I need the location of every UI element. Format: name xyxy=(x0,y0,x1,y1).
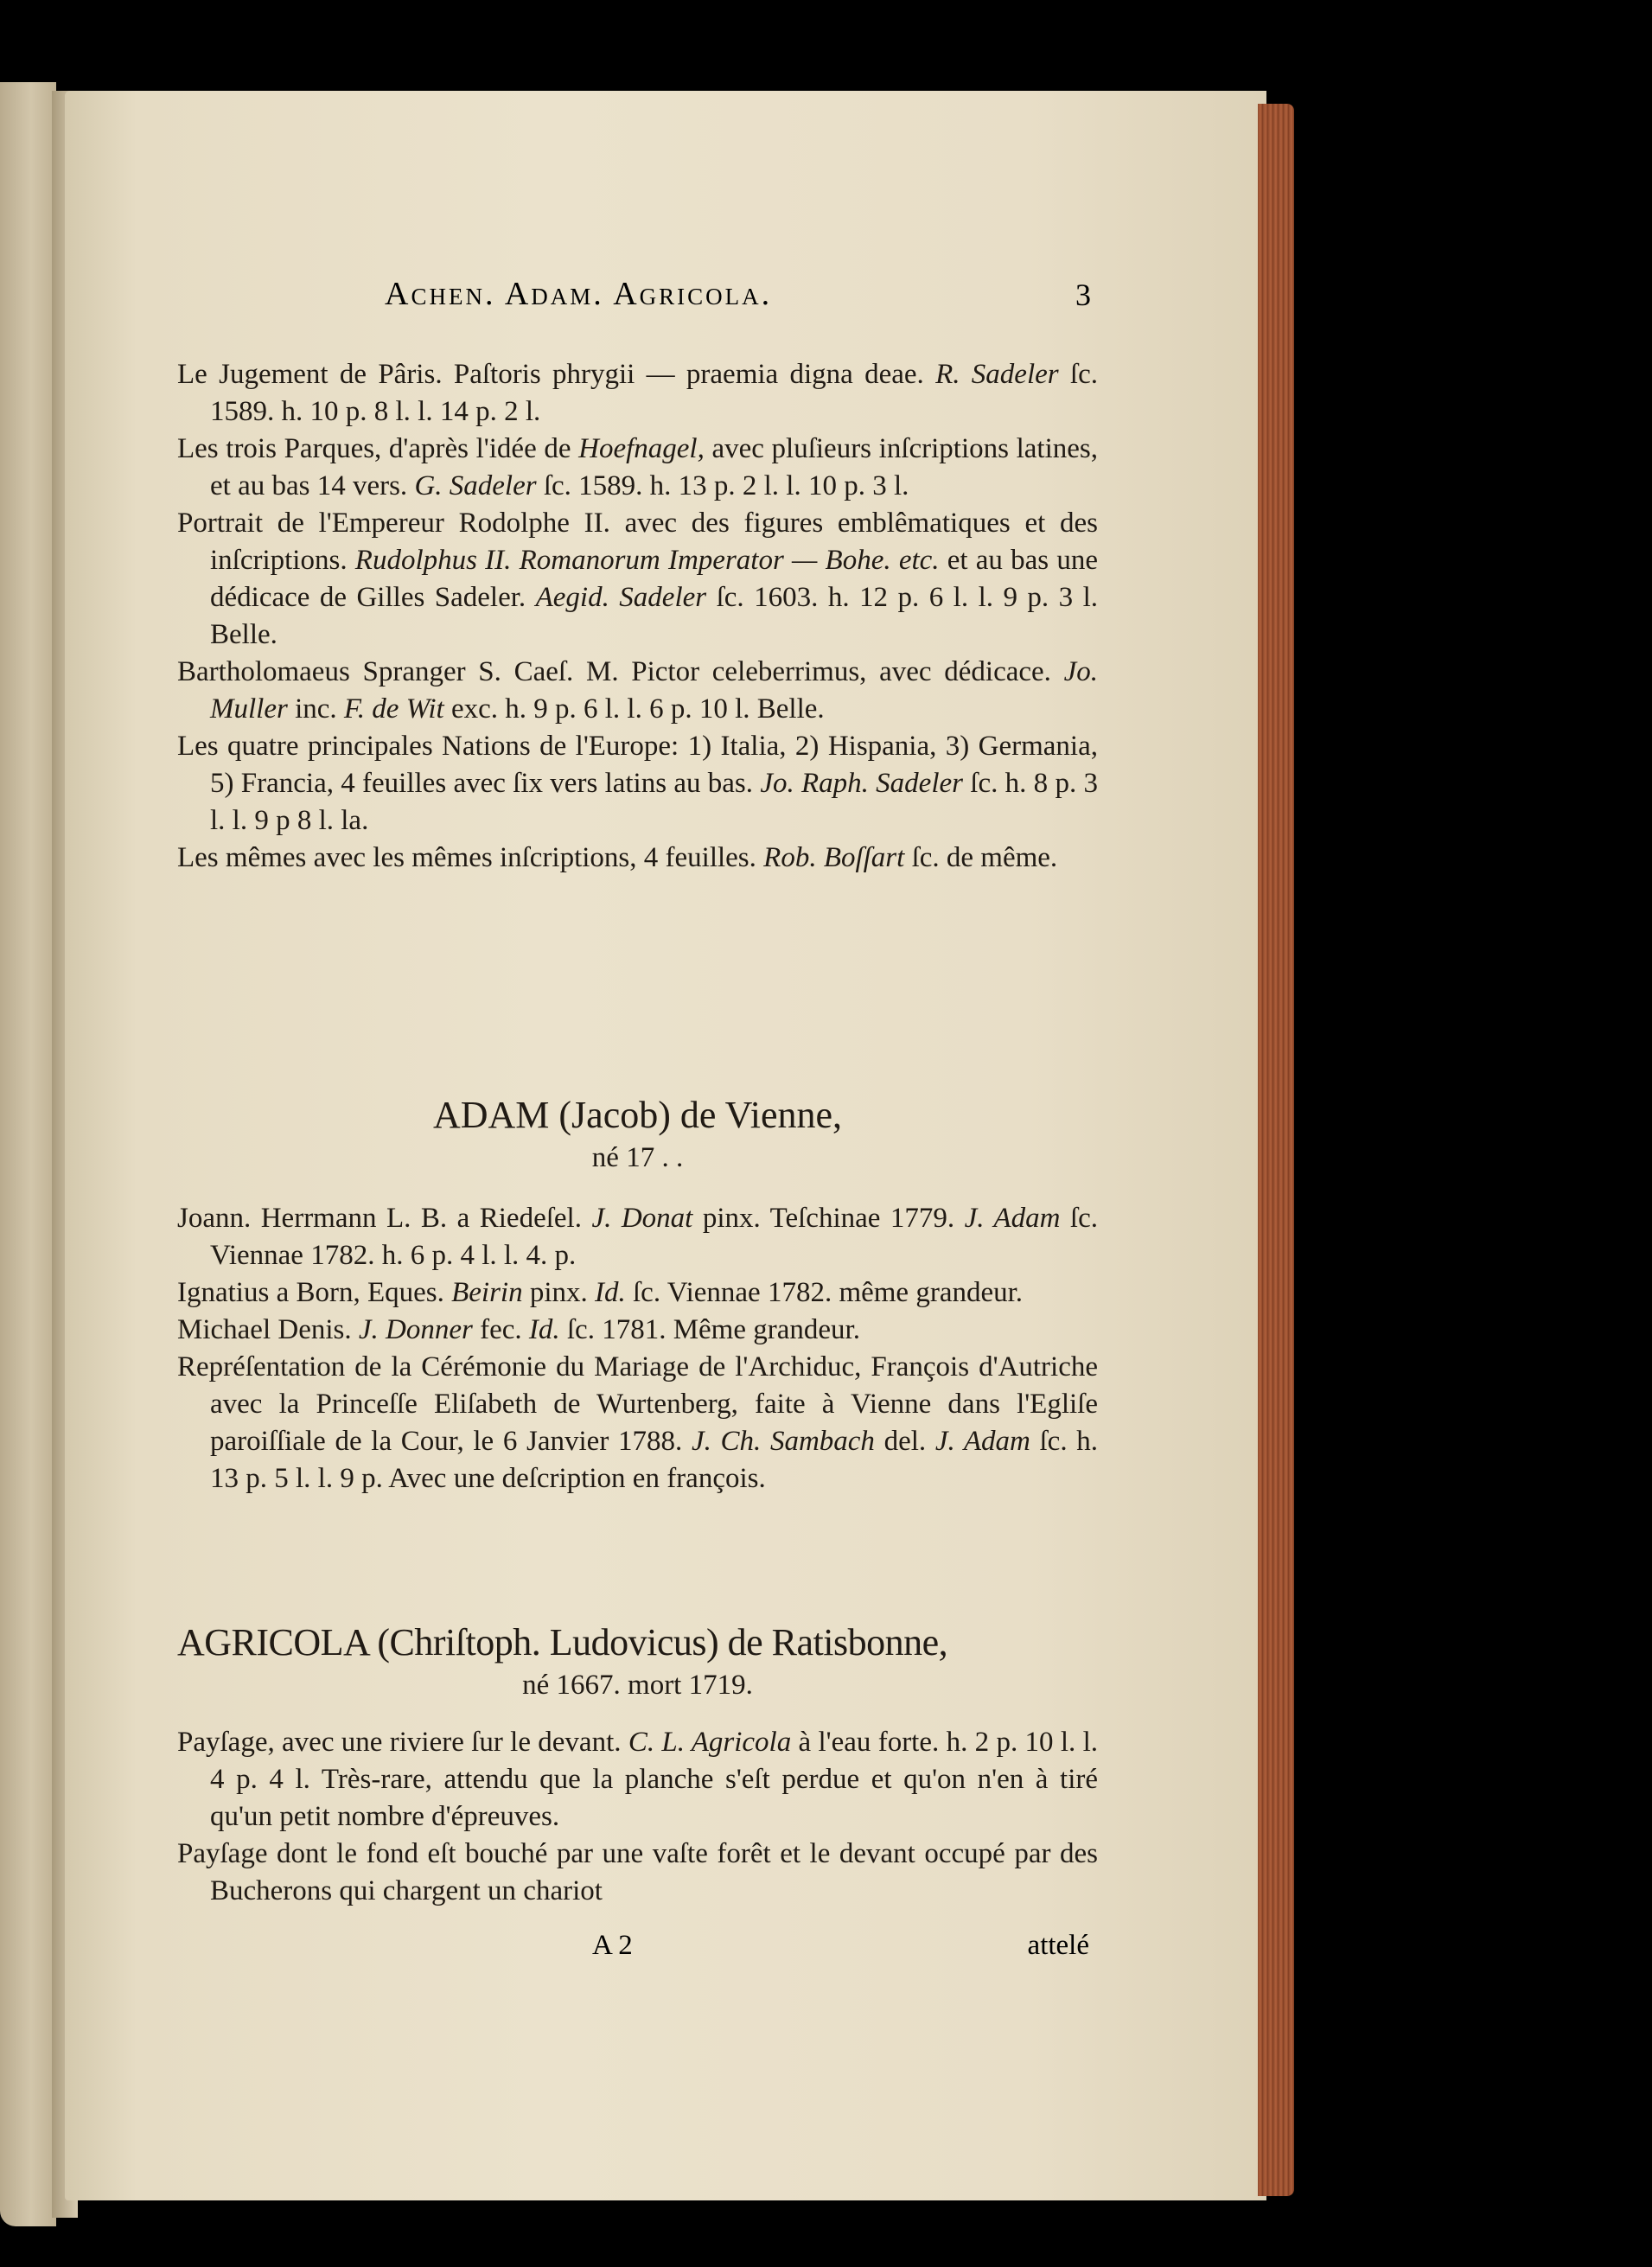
catalog-entry xyxy=(177,1836,1098,1910)
section-agricola xyxy=(177,1619,1098,1910)
entry-attribution: Beirin xyxy=(451,1277,523,1308)
entry-attribution: Rudolphus II. Romanorum Imperator — Bohe. etc. xyxy=(354,545,940,576)
running-title: Achen. Adam. Agricola. xyxy=(385,276,773,312)
page-number: 3 xyxy=(1075,278,1091,312)
entry-attribution: Jo. Raph. Sadeler xyxy=(760,768,963,799)
entry-text: ſc. h. 13 p. 5 l. l. 9 p. Avec une deſcription en françois. xyxy=(210,1426,1098,1494)
entry-text: Joann. Herrmann L. B. a Riedeſel. xyxy=(177,1203,592,1234)
entry-text: ſc. h. 8 p. 3 l. l. 9 p 8 l. la. xyxy=(210,768,1098,836)
adam-entries xyxy=(177,1200,1098,1497)
entry-attribution: F. de Wit xyxy=(343,693,444,725)
entry-text: pinx. xyxy=(522,1277,596,1308)
entry-text: del. xyxy=(874,1426,935,1457)
catalog-entry xyxy=(177,1349,1098,1497)
entry-text: Les trois Parques, d'après l'idée de xyxy=(177,433,579,464)
entry-text: Repréſentation de la Cérémonie du Mariage de l'Archiduc, François d'Autriche avec la Princeſſe Eliſabeth de Wurtenberg, faite à Vienne dans l'Egliſe paroiſſiale de la Cour, le 6 Janvier 1788. xyxy=(177,1351,1098,1457)
section-1 xyxy=(177,356,1098,877)
entry-attribution: Id. xyxy=(595,1277,626,1308)
entry-attribution: Rob. Boſſart xyxy=(763,842,905,873)
entry-attribution: Aegid. Sadeler xyxy=(535,582,707,613)
section-1-entries xyxy=(177,356,1098,877)
entry-text: Ignatius a Born, Eques. xyxy=(177,1277,452,1308)
entry-text: Le Jugement de Pâris. Paſtoris phrygii — praemia digna deae. xyxy=(177,359,936,390)
entry-text: ſc. 1589. h. 13 p. 2 l. l. 10 p. 3 l. xyxy=(536,470,909,501)
entry-attribution: R. Sadeler xyxy=(935,359,1059,390)
entry-text: ſc. 1589. h. 10 p. 8 l. l. 14 p. 2 l. xyxy=(210,359,1098,427)
entry-attribution: Id. xyxy=(528,1314,560,1345)
entry-attribution: J. Donner xyxy=(358,1314,473,1345)
catchword: attelé xyxy=(1027,1930,1089,1961)
entry-text: inc. xyxy=(287,693,344,725)
entry-text: exc. h. 9 p. 6 l. l. 6 p. 10 l. Belle. xyxy=(443,693,825,725)
entry-text: fec. xyxy=(472,1314,529,1345)
catalog-entry xyxy=(177,1200,1098,1274)
entry-attribution: Hoefnagel, xyxy=(578,433,705,464)
entry-attribution: J. Donat xyxy=(591,1203,693,1234)
entry-text: ſc. Viennae 1782. h. 6 p. 4 l. l. 4. p. xyxy=(210,1203,1098,1271)
catalog-entry xyxy=(177,840,1098,877)
entry-text: Payſage, avec une riviere ſur le devant. xyxy=(177,1727,628,1758)
entry-heading-adam: ADAM (Jacob) de Vienne, xyxy=(432,1094,843,1136)
page-edges xyxy=(1258,104,1294,2196)
entry-subheading-adam: né 17 . . xyxy=(591,1142,684,1173)
catalog-entry xyxy=(177,1724,1098,1836)
entry-text: Les quatre principales Nations de l'Europe: 1) Italia, 2) Hispania, 3) Germania, 5) Francia, 4 feuilles avec ſix vers latins au bas. xyxy=(177,731,1098,799)
page-footer xyxy=(177,1930,1098,1969)
entry-attribution: G. Sadeler xyxy=(414,470,537,501)
entry-attribution: J. Adam xyxy=(964,1203,1061,1234)
signature-mark: A 2 xyxy=(592,1930,633,1961)
entry-text: à l'eau forte. h. 2 p. 10 l. l. 4 p. 4 l. Très-rare, attendu que la planche s'eſt perdue et qu'on n'en à tiré qu'un petit nombre d'épreuves. xyxy=(210,1727,1098,1832)
entry-heading-agricola: AGRICOLA (Chriſtoph. Ludovicus) de Ratisbonne, xyxy=(177,1621,948,1664)
catalog-entry xyxy=(177,431,1098,505)
entry-attribution: J. Ch. Sambach xyxy=(691,1426,875,1457)
entry-text: ſc. 1603. h. 12 p. 6 l. l. 9 p. 3 l. Belle. xyxy=(210,582,1099,650)
entry-text: Payſage dont le fond eſt bouché par une vaſte forêt et le devant occupé par des Bucherons qui chargent un chariot xyxy=(177,1838,1098,1906)
entry-text: Michael Denis. xyxy=(177,1314,359,1345)
entry-attribution: J. Adam xyxy=(934,1426,1030,1457)
agricola-entries xyxy=(177,1724,1098,1910)
running-head xyxy=(212,275,1098,318)
entry-attribution: C. L. Agricola xyxy=(628,1727,792,1758)
entry-text: Les mêmes avec les mêmes inſcriptions, 4 feuilles. xyxy=(177,842,764,873)
entry-text: pinx. Teſchinae 1779. xyxy=(692,1203,965,1234)
catalog-entry xyxy=(177,654,1098,728)
section-adam xyxy=(177,1091,1098,1497)
entry-text: et au bas une dédicace de Gilles Sadeler. xyxy=(210,545,1098,613)
catalog-entry xyxy=(177,505,1098,654)
catalog-entry xyxy=(177,1274,1098,1312)
catalog-entry xyxy=(177,356,1098,431)
entry-text: ſc. de même. xyxy=(904,842,1058,873)
left-page-edge xyxy=(0,82,56,2226)
entry-text: ſc. 1781. Même grandeur. xyxy=(559,1314,860,1345)
catalog-entry xyxy=(177,1312,1098,1349)
entry-text: ſc. Viennae 1782. même grandeur. xyxy=(625,1277,1024,1308)
catalog-entry xyxy=(177,728,1098,840)
entry-text: Portrait de l'Empereur Rodolphe II. avec des figures emblêmatiques et des inſcriptions. xyxy=(177,508,1098,576)
entry-text: avec pluſieurs inſcriptions latines, et au bas 14 vers. xyxy=(210,433,1098,501)
entry-subheading-agricola: né 1667. mort 1719. xyxy=(522,1670,753,1701)
entry-text: Bartholomaeus Spranger S. Caeſ. M. Pictor celeberrimus, avec dédicace. xyxy=(177,656,1064,687)
entry-attribution: Jo. Muller xyxy=(210,656,1098,725)
